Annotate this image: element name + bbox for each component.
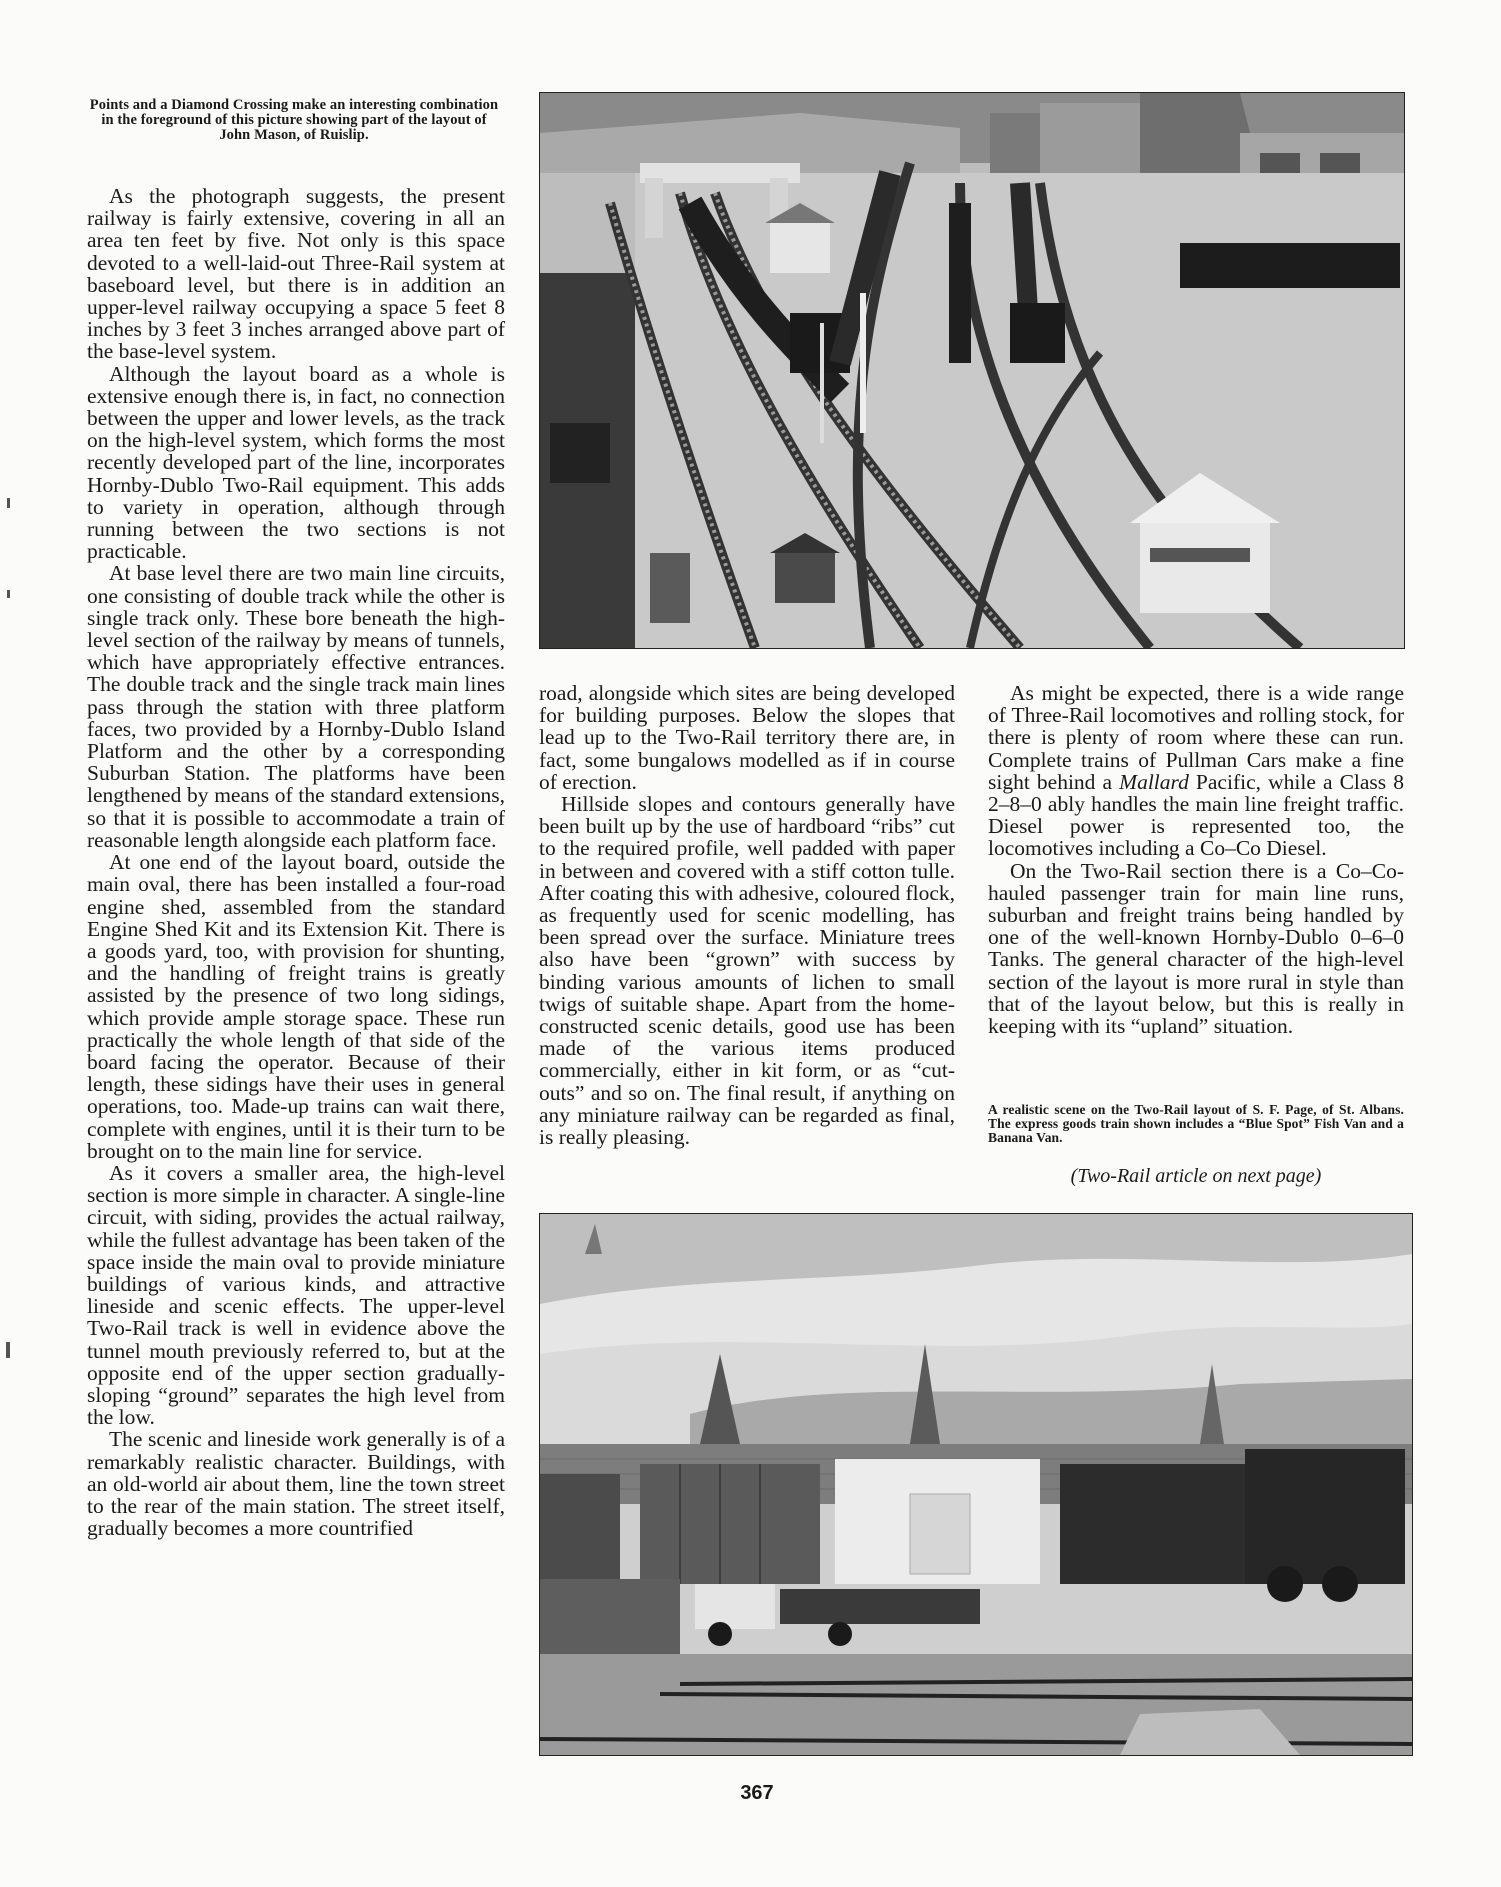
left-paragraph: At base level there are two main line circuits, one consisting of double track while the other is single track only. These bore beneath the high-level section of the railway by means of tunnels, which have appropriately effective entrances. The double track and the single track main lines pass through the station with three platform faces, two provided by a Hornby-Dublo Island Platform and the other by a corresponding Suburban Station. The platforms have been lengthened by means of the standard extensions, so that it is possible to accommodate a train of reasonable length alongside each platform face. bbox=[87, 561, 505, 852]
left-paragraph: The scenic and lineside work generally is of a remarkably realistic character. Buildings, with an old-world air about them, line the town street to the rear of the main station. The street itself, gradually becomes a more countrified bbox=[87, 1427, 505, 1541]
layout-photo-john-mason bbox=[539, 92, 1405, 649]
middle-paragraph: Hillside slopes and contours generally have been built up by the use of hardboard “ribs” cut to the required profile, well padded with paper in between and covered with a stiff cotton tulle. After coating this with adhesive, coloured flock, as frequently used for scenic modelling, has been spread over the surface. Miniature trees also have been “grown” with success by binding various amounts of lichen to small twigs of suitable shape. Apart from the home-constructed scenic details, good use has been made of the various items produced commercially, either in kit form, or as “cut-outs” and so on. The final result, if anything on any miniature railway can be regarded as final, is really pleasing. bbox=[539, 792, 955, 1150]
mallard-italic: Mallard bbox=[1119, 769, 1189, 794]
continuation-note: (Two-Rail article on next page) bbox=[1070, 1165, 1322, 1187]
left-paragraph: As it covers a smaller area, the high-level section is more simple in character. A single-line circuit, with siding, provides the actual railway, while the fullest advantage has been taken of the space inside the main oval to provide miniature buildings of various kinds, and attractive lineside and scenic effects. The upper-level Two-Rail track is well in evidence above the tunnel mouth previously referred to, but at the opposite end of the upper section gradually-sloping “ground” separates the high level from the low. bbox=[87, 1160, 505, 1430]
layout-photo-illustration bbox=[540, 93, 1404, 648]
left-paragraph: As the photograph suggests, the present railway is fairly extensive, covering in all an area ten feet by five. Not only is this space devoted to a well-laid-out Three-Rail system at baseboard level, but there is in addition an upper-level railway occupying a space 5 feet 8 inches by 3 feet 3 inches arranged above part of the base-level system. bbox=[87, 184, 505, 364]
margin-mark bbox=[7, 590, 10, 598]
margin-mark bbox=[6, 1342, 10, 1358]
left-paragraph: Although the layout board as a whole is extensive enough there is, in fact, no connection between the upper and lower levels, as the track on the high-level system, which forms the most recently developed part of the line, incorporates Hornby-Dublo Two-Rail equipment. This adds to variety in operation, although through running between the two sections is not practicable. bbox=[87, 361, 505, 564]
right-paragraph bbox=[988, 682, 1404, 860]
right-column bbox=[988, 682, 1404, 1037]
right-paragraph-text: Pacific, while a Class 8 2–8–0 ably handles the main line freight traffic. Diesel power is represented too, the locomotives including a Co–Co Diesel. bbox=[988, 769, 1405, 861]
goods-train-illustration bbox=[540, 1214, 1412, 1755]
goods-train-photo-sf-page bbox=[539, 1213, 1413, 1756]
margin-mark bbox=[7, 498, 10, 508]
right-paragraph: On the Two-Rail section there is a Co–Co-hauled passenger train for main line runs, suburban and freight trains being handled by one of the well-known Hornby-Dublo 0–6–0 Tanks. The general character of the high-level section of the layout is more rural in style than that of the layout below, but this is really in keeping with its “upland” situation. bbox=[988, 858, 1404, 1039]
middle-column bbox=[539, 682, 955, 1148]
left-column bbox=[87, 185, 505, 1539]
middle-paragraph: road, alongside which sites are being developed for building purposes. Below the slopes that lead up to the Two-Rail territory there are, in fact, some bungalows modelled as if in course of erection. bbox=[539, 681, 955, 794]
page-number: 367 bbox=[740, 1782, 774, 1804]
left-paragraph: At one end of the layout board, outside the main oval, there has been installed a four-road engine shed, assembled from the standard Engine Shed Kit and its Extension Kit. There is a goods yard, too, with provision for shunting, and the handling of freight trains is greatly assisted by the presence of two long sidings, which provide ample storage space. These run practically the whole length of that side of the board facing the operator. Because of their length, these sidings have their uses in general operations, too. Made-up trains can wait there, complete with engines, until it is their turn to be brought on to the main line for service. bbox=[87, 850, 505, 1163]
right-paragraph-text: As might be expected, there is a wide range of Three-Rail locomotives and rolling stock, for there is plenty of room where these can run. Complete trains of Pullman Cars make a fine sight behind a bbox=[988, 681, 1404, 794]
top-photo-caption: Points and a Diamond Crossing make an interesting combination in the foreground of this picture showing part of the layout of John Mason, of Ruislip. bbox=[89, 97, 499, 143]
bottom-photo-caption: A realistic scene on the Two-Rail layout of S. F. Page, of St. Albans. The express goods train shown includes a “Blue Spot” Fish Van and a Banana Van. bbox=[988, 1102, 1404, 1145]
